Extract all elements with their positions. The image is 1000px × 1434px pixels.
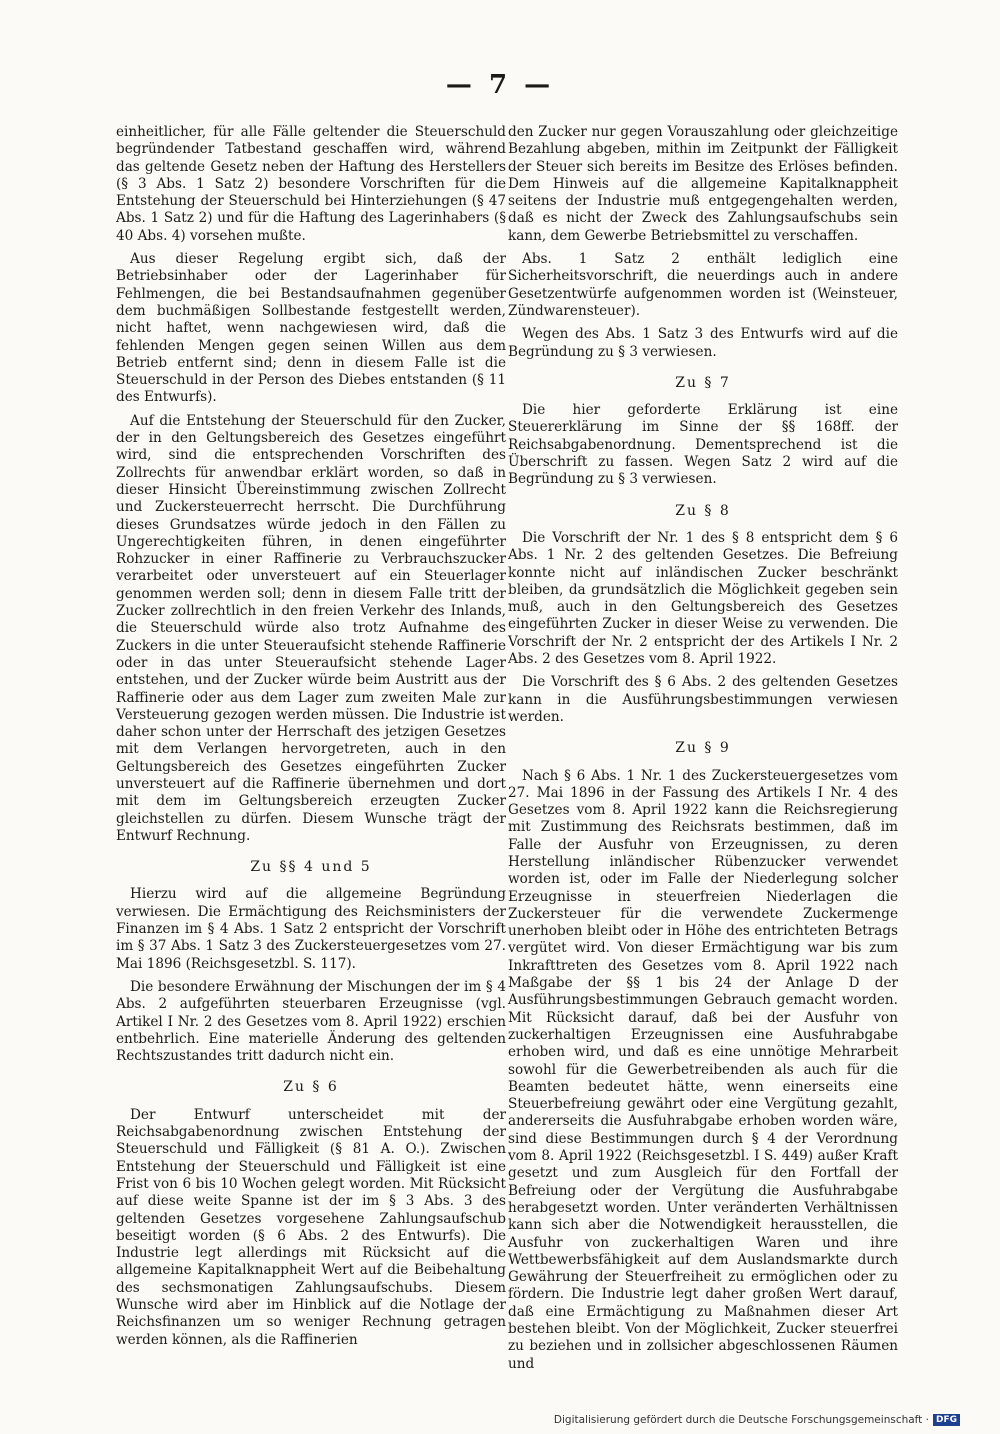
- paragraph: Hierzu wird auf die allgemeine Begründung verwiesen. Die Ermächtigung des Reichsministers der Finanzen im § 4 Abs. 1 Satz 2 entspricht der Vorschrift im § 37 Abs. 1 Satz 3 des Zuckersteuergesetzes vom 27. Mai 1896 (Reichsgesetzbl. S. 117).: [116, 886, 506, 972]
- page-number: — 7 —: [445, 70, 555, 100]
- dfg-logo: DFG: [933, 1414, 960, 1426]
- paragraph: den Zucker nur gegen Vorauszahlung oder gleichzeitige Bezahlung abgeben, mithin im Zeitpunkt der Fälligkeit der Steuer sich bereits im Besitze des Erlöses befinden. Dem Hinweis auf die allgemeine Kapitalknappheit seitens der Industrie muß entgegengehalten werden, daß es nicht der Zweck des Zahlungsaufschubs sein kann, dem Gewerbe Betriebsmittel zu verschaffen.: [508, 124, 898, 244]
- paragraph: Abs. 1 Satz 2 enthält lediglich eine Sicherheitsvorschrift, die neuerdings auch in andere Gesetzentwürfe aufgenommen worden ist (Weinsteuer, Zündwarensteuer).: [508, 251, 898, 319]
- paragraph: Die Vorschrift des § 6 Abs. 2 des geltenden Gesetzes kann in die Ausführungsbestimmungen verwiesen werden.: [508, 674, 898, 725]
- paragraph: Die Vorschrift der Nr. 1 des § 8 entspricht dem § 6 Abs. 1 Nr. 2 des geltenden Gesetzes. Die Befreiung konnte nicht auf inländischen Zucker beschränkt bleiben, da grundsätzlich die Möglichkeit gegeben sein muß, auch in den Geltungsbereich des Gesetzes eingeführten Zucker in dieser Weise zu verwenden. Die Vorschrift der Nr. 2 entspricht der des Artikels I Nr. 2 Abs. 2 des Gesetzes vom 8. April 1922.: [508, 529, 898, 668]
- section-heading: Zu § 7: [675, 374, 731, 391]
- paragraph: Die hier geforderte Erklärung ist eine Steuererklärung im Sinne der §§ 168ff. der Reichsabgabenordnung. Dementsprechend ist die Überschrift zu fassen. Wegen Satz 2 wird auf die Begründung zu § 3 verwiesen.: [508, 402, 898, 488]
- paragraph: einheitlicher, für alle Fälle geltender die Steuerschuld begründender Tatbestand geschaffen wird, während das geltende Gesetz neben der Haftung des Herstellers (§ 3 Abs. 1 Satz 2) besondere Vorschriften für die Entstehung der Steuerschuld bei Hinterziehungen (§ 47 Abs. 1 Satz 2) und für die Haftung des Lagerinhabers (§ 40 Abs. 4) vorsehen mußte.: [116, 124, 506, 244]
- section-heading: Zu § 8: [675, 502, 731, 519]
- section-heading: Zu §§ 4 und 5: [250, 859, 372, 876]
- section-heading: Zu § 6: [283, 1079, 339, 1096]
- paragraph: Wegen des Abs. 1 Satz 3 des Entwurfs wird auf die Begründung zu § 3 verwiesen.: [508, 326, 898, 360]
- section-heading: Zu § 9: [675, 740, 731, 757]
- paragraph: Die besondere Erwähnung der Mischungen der im § 4 Abs. 2 aufgeführten steuerbaren Erzeugnisse (vgl. Artikel I Nr. 2 des Gesetzes vom 8. April 1922) erschien entbehrlich. Eine materielle Änderung des geltenden Rechtszustandes tritt dadurch nicht ein.: [116, 978, 506, 1065]
- paragraph: Nach § 6 Abs. 1 Nr. 1 des Zuckersteuergesetzes vom 27. Mai 1896 in der Fassung des Artikels I Nr. 4 des Gesetzes vom 8. April 1922 kann die Reichsregierung mit Zustimmung des Reichsrats bestimmen, daß im Falle der Ausfuhr von Erzeugnissen, zu deren Herstellung inländischer Rübenzucker verwendet worden ist, oder im Falle der Niederlegung solcher Erzeugnisse in steuerfreien Niederlagen die Zuckersteuer für die verwendete Zuckermenge unerhoben bleibt oder in Höhe des entrichteten Betrags vergütet wird. Von dieser Ermächtigung war bis zum Inkrafttreten des Gesetzes vom 8. April 1922 nach Maßgabe der §§ 1 bis 24 der Anlage D der Ausführungsbestimmungen Gebrauch gemacht worden. Mit Rücksicht darauf, daß bei der Ausfuhr von zuckerhaltigen Erzeugnissen eine Ausfuhrabgabe erhoben wird, und daß es eine unnötige Mehrarbeit sowohl für die Gewerbetreibenden als auch für die Beamten bedeutet hätte, wenn einerseits eine Steuerbefreiung gewährt oder eine Vergütung gezahlt, andererseits die Ausfuhrabgabe erhoben worden wäre, sind diese Bestimmungen durch § 4 der Verordnung vom 8. April 1922 (Reichsgesetzbl. I S. 449) außer Kraft gesetzt und zum Ausgleich für den Fortfall der Befreiung oder der Vergütung die Ausfuhrabgabe herabgesetzt worden. Unter veränderten Verhältnissen kann sich aber die Notwendigkeit herausstellen, die Ausfuhr von zuckerhaltigen Waren und ihre Wettbewerbsfähigkeit auf dem Auslandsmarkte durch Gewährung der Steuerfreiheit zu ermöglichen oder zu fördern. Die Industrie legt daher großen Wert darauf, daß eine Ermächtigung zu Maßnahmen dieser Art bestehen bleibt. Von der Möglichkeit, Zucker steuerfrei zu beziehen und in zollsicher abgeschlossenen Räumen und: [508, 767, 898, 1372]
- credit-text: Digitalisierung gefördert durch die Deutsche Forschungsgemeinschaft ·: [553, 1414, 929, 1426]
- paragraph: Auf die Entstehung der Steuerschuld für den Zucker, der in den Geltungsbereich des Gesetzes eingeführt wird, sind die entsprechenden Vorschriften des Zollrechts für anwendbar erklärt worden, so daß in dieser Hinsicht Übereinstimmung zwischen Zollrecht und Zuckersteuerrecht herrscht. Die Durchführung dieses Grundsatzes würde jedoch in den Fällen zu Ungerechtigkeiten führen, in denen eingeführter Rohzucker in einer Raffinerie zu Verbrauchszucker verarbeitet oder unversteuert auf ein Steuerlager genommen werden soll; denn in diesem Falle tritt der Zucker zollrechtlich in den freien Verkehr des Inlands, die Steuerschuld würde also trotz Aufnahme des Zuckers in die unter Steueraufsicht stehende Raffinerie oder in das unter Steueraufsicht stehende Lager entstehen, und der Zucker würde beim Austritt aus der Raffinerie oder aus dem Lager zum zweiten Male zur Versteuerung gezogen werden müssen. Die Industrie ist daher schon unter der Herrschaft des jetzigen Gesetzes mit dem Verlangen hervorgetreten, auch in den Geltungsbereich des Gesetzes eingeführten Zucker unversteuert auf die Raffinerie übernehmen und dort mit dem im Geltungsbereich erzeugten Zucker gleichstellen zu dürfen. Diesem Wunsche trägt der Entwurf Rechnung.: [116, 412, 506, 844]
- paragraph: Der Entwurf unterscheidet mit der Reichsabgabenordnung zwischen Entstehung der Steuerschuld und Fälligkeit (§ 81 A. O.). Zwischen Entstehung der Steuerschuld und Fälligkeit ist eine Frist von 6 bis 10 Wochen gelegt worden. Mit Rücksicht auf diese weite Spanne ist der im § 3 Abs. 3 des geltenden Gesetzes vorgesehene Zahlungsaufschub beseitigt worden (§ 6 Abs. 2 des Entwurfs). Die Industrie legt allerdings mit Rücksicht auf die allgemeine Kapitalknappheit Wert auf die Beibehaltung des sechsmonatigen Zahlungsaufschubs. Diesem Wunsche wird aber im Hinblick auf die Notlage der Reichsfinanzen um so weniger Rechnung getragen werden können, als die Raffinerien: [116, 1106, 506, 1348]
- digitization-credit: [554, 1414, 960, 1426]
- left-column: [116, 124, 506, 1355]
- paragraph: Aus dieser Regelung ergibt sich, daß der Betriebsinhaber oder der Lagerinhaber für Fehlmengen, die bei Bestandsaufnahmen gegenüber dem buchmäßigen Sollbestande festgestellt werden, nicht haftet, wenn nachgewiesen wird, daß die fehlenden Mengen gegen seinen Willen aus dem Betrieb entfernt sind; denn in diesem Falle ist die Steuerschuld in der Person des Diebes entstanden (§ 11 des Entwurfs).: [116, 251, 506, 406]
- right-column: [508, 124, 898, 1379]
